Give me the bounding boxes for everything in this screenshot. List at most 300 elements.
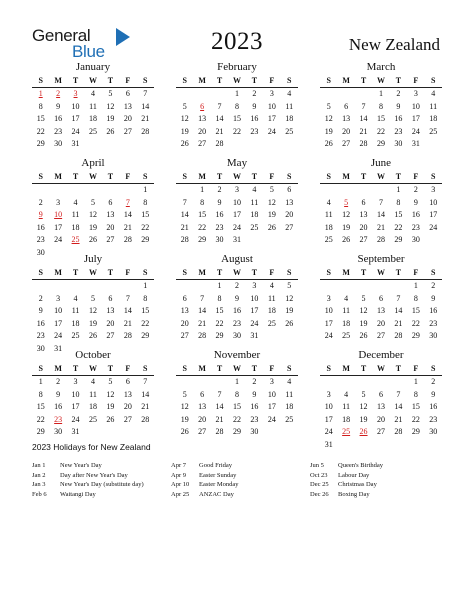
day-cell: 21	[123, 222, 132, 232]
calendar-year: 2023	[211, 28, 263, 55]
week-row	[320, 439, 442, 452]
day-cell: 10	[324, 402, 333, 411]
day-cell: 15	[198, 210, 207, 219]
day-cell: 14	[123, 306, 132, 315]
week-row	[320, 234, 442, 247]
weekday-header	[176, 363, 298, 376]
week-row	[176, 280, 298, 293]
empty-day-cell	[425, 439, 442, 452]
day-cell: 21	[359, 126, 368, 136]
day-cell: 20	[106, 318, 115, 328]
empty-day-cell	[281, 426, 298, 439]
day-cell: 24	[324, 427, 333, 436]
day-cell: 14	[180, 210, 189, 219]
day-cell: 17	[324, 318, 333, 328]
week-row	[176, 88, 298, 101]
day-cell: 18	[285, 402, 294, 411]
day-cell: 13	[376, 402, 385, 411]
empty-day-cell	[193, 280, 210, 293]
day-cell: 14	[141, 101, 150, 111]
day-cell: 7	[182, 197, 187, 207]
month-august	[176, 252, 298, 343]
day-cell: 22	[36, 414, 45, 424]
day-cell: 30	[411, 235, 420, 244]
day-cell: 7	[217, 101, 222, 111]
week-row	[176, 330, 298, 343]
day-cell: 11	[342, 306, 350, 315]
day-cell: 9	[396, 101, 401, 111]
empty-day-cell	[337, 439, 354, 452]
day-cell: 6	[344, 101, 349, 111]
weekday-label: S	[287, 364, 292, 373]
day-cell: 27	[198, 139, 207, 148]
empty-day-cell	[176, 184, 193, 197]
day-cell: 23	[250, 126, 259, 136]
day-cell: 18	[267, 306, 276, 315]
empty-day-cell	[320, 280, 337, 293]
day-cell: 19	[324, 126, 333, 136]
weekday-label: T	[216, 364, 223, 373]
week-row	[320, 113, 442, 126]
week-row	[32, 293, 154, 306]
day-cell: 22	[141, 318, 150, 328]
week-row	[176, 197, 298, 210]
day-cell: 28	[123, 235, 132, 244]
day-cell: 26	[267, 222, 276, 232]
day-cell: 2	[38, 197, 43, 207]
day-cell: 7	[217, 389, 222, 399]
empty-day-cell	[49, 280, 66, 293]
empty-day-cell	[193, 88, 210, 101]
day-cell: 27	[359, 235, 368, 244]
day-cell: 13	[106, 210, 115, 219]
weekday-header	[176, 75, 298, 88]
weekday-label: T	[360, 76, 367, 85]
empty-day-cell	[211, 88, 228, 101]
weekday-label: S	[182, 364, 187, 373]
month-name: July	[83, 253, 103, 265]
weekday-label: W	[88, 268, 97, 277]
day-cell: 28	[215, 139, 224, 148]
day-cell: 20	[123, 114, 132, 123]
empty-day-cell	[355, 376, 372, 389]
day-cell: 29	[411, 427, 420, 436]
empty-day-cell	[263, 138, 280, 151]
week-row	[320, 138, 442, 151]
day-cell: 29	[141, 331, 150, 340]
weekday-label: S	[143, 172, 148, 181]
weekday-label: T	[395, 172, 402, 181]
day-cell: 17	[71, 114, 80, 123]
empty-day-cell	[102, 184, 119, 197]
day-cell: 16	[394, 114, 403, 123]
holiday-row	[171, 480, 239, 490]
holiday-name: Labour Day	[338, 471, 370, 479]
day-cell: 7	[396, 293, 401, 303]
week-row	[32, 209, 154, 222]
month-name: February	[217, 61, 257, 73]
day-cell: 11	[342, 402, 350, 411]
day-cell: 10	[232, 197, 241, 207]
day-cell: 9	[234, 293, 239, 303]
day-cell: 9	[56, 101, 61, 111]
empty-day-cell	[281, 138, 298, 151]
day-cell: 25	[71, 331, 80, 340]
day-cell: 21	[198, 318, 207, 328]
weekday-label: S	[38, 172, 43, 181]
day-cell: 11	[71, 306, 80, 315]
day-cell: 8	[200, 197, 205, 207]
day-cell: 25	[88, 414, 97, 424]
day-cell: 22	[411, 318, 420, 328]
week-row	[320, 330, 442, 343]
day-cell: 30	[36, 343, 45, 353]
empty-day-cell	[228, 138, 245, 151]
day-cell: 16	[250, 114, 259, 123]
day-cell: 29	[411, 331, 420, 340]
day-cell: 1	[38, 377, 43, 386]
day-cell: 5	[326, 101, 331, 111]
day-cell: 18	[88, 402, 97, 411]
holidays-column	[310, 461, 383, 499]
weekday-header	[32, 363, 154, 376]
day-cell: 19	[106, 402, 115, 411]
day-cell: 19	[106, 114, 115, 123]
day-cell: 31	[324, 439, 333, 449]
weekday-label: M	[198, 268, 206, 277]
day-cell: 10	[54, 306, 63, 315]
weekday-label: F	[125, 268, 131, 277]
day-cell: 7	[361, 101, 366, 111]
day-cell: 2	[252, 377, 257, 386]
month-may	[176, 156, 298, 247]
empty-day-cell	[337, 88, 354, 101]
empty-day-cell	[372, 280, 389, 293]
day-cell: 8	[234, 389, 239, 399]
day-cell: 16	[250, 402, 259, 411]
weekday-label: T	[72, 364, 79, 373]
empty-day-cell	[32, 184, 49, 197]
day-cell: 9	[38, 306, 43, 315]
week-row	[32, 305, 154, 318]
weekday-label: S	[431, 364, 436, 373]
weekday-label: T	[216, 268, 223, 277]
weekday-label: T	[251, 76, 258, 85]
day-cell: 27	[285, 222, 294, 232]
week-row	[176, 376, 298, 389]
holiday-day-cell: 9	[38, 210, 43, 219]
week-row	[320, 197, 442, 210]
empty-day-cell	[320, 184, 337, 197]
week-row	[320, 222, 442, 235]
empty-day-cell	[355, 439, 372, 452]
day-cell: 19	[180, 414, 189, 424]
day-cell: 21	[394, 318, 403, 328]
holiday-day-cell: 5	[344, 197, 349, 207]
holiday-name: Easter Sunday	[199, 471, 237, 479]
day-cell: 10	[267, 389, 276, 399]
empty-day-cell	[176, 88, 193, 101]
day-cell: 8	[143, 293, 148, 303]
empty-day-cell	[193, 376, 210, 389]
empty-day-cell	[372, 439, 389, 452]
day-cell: 4	[73, 197, 78, 207]
holiday-date: Dec 25	[310, 481, 329, 489]
day-cell: 1	[217, 281, 222, 290]
calendar-country: New Zealand	[348, 35, 440, 54]
empty-day-cell	[320, 88, 337, 101]
month-name: March	[366, 61, 396, 73]
weekday-label: F	[413, 172, 419, 181]
day-cell: 10	[324, 306, 333, 315]
weekday-label: T	[107, 268, 114, 277]
empty-day-cell	[281, 330, 298, 343]
empty-day-cell	[84, 138, 101, 151]
day-cell: 15	[376, 114, 385, 123]
day-cell: 4	[90, 89, 95, 98]
empty-day-cell	[84, 280, 101, 293]
weekday-label: S	[182, 172, 187, 181]
day-cell: 2	[217, 185, 222, 194]
day-cell: 2	[431, 281, 436, 290]
holidays-column	[171, 461, 239, 499]
day-cell: 11	[89, 389, 97, 399]
day-cell: 8	[378, 101, 383, 111]
day-cell: 20	[180, 318, 189, 328]
day-cell: 26	[342, 235, 351, 244]
weekday-label: T	[395, 268, 402, 277]
day-cell: 23	[36, 235, 45, 244]
day-cell: 12	[342, 210, 351, 219]
day-cell: 28	[394, 427, 403, 436]
holiday-date: Jan 2	[32, 471, 46, 479]
day-cell: 20	[198, 414, 207, 424]
day-cell: 9	[431, 293, 436, 303]
day-cell: 20	[359, 222, 368, 232]
holiday-row	[32, 480, 144, 490]
day-cell: 28	[198, 331, 207, 340]
week-row	[176, 234, 298, 247]
day-cell: 7	[125, 293, 130, 303]
day-cell: 26	[88, 235, 97, 244]
day-cell: 22	[215, 318, 224, 328]
weekday-label: T	[360, 268, 367, 277]
month-name: October	[75, 349, 111, 361]
week-row	[176, 101, 298, 114]
week-row	[176, 293, 298, 306]
day-cell: 11	[285, 389, 294, 399]
weekday-label: T	[216, 76, 223, 85]
day-cell: 2	[234, 281, 239, 290]
weekday-label: S	[143, 364, 148, 373]
day-cell: 22	[36, 126, 45, 136]
month-october	[32, 348, 154, 439]
day-cell: 31	[250, 331, 259, 340]
day-cell: 26	[106, 414, 115, 424]
day-cell: 6	[125, 377, 130, 386]
holiday-name: Good Friday	[199, 462, 233, 469]
day-cell: 1	[396, 185, 401, 194]
day-cell: 29	[376, 139, 385, 148]
weekday-label: M	[342, 364, 350, 373]
day-cell: 19	[88, 318, 97, 328]
day-cell: 14	[215, 402, 224, 411]
day-cell: 13	[198, 402, 207, 411]
day-cell: 5	[182, 101, 187, 111]
holiday-date: Apr 10	[171, 481, 190, 489]
weekday-label: T	[360, 364, 367, 373]
day-cell: 20	[106, 222, 115, 232]
day-cell: 4	[431, 89, 436, 98]
day-cell: 24	[429, 222, 438, 232]
day-cell: 11	[324, 210, 333, 219]
day-cell: 17	[267, 114, 276, 123]
day-cell: 7	[143, 89, 148, 98]
holiday-name: Easter Monday	[199, 481, 239, 489]
day-cell: 27	[106, 235, 115, 244]
week-row	[176, 389, 298, 402]
day-cell: 1	[413, 377, 418, 386]
empty-day-cell	[320, 376, 337, 389]
day-cell: 3	[73, 377, 78, 386]
day-cell: 22	[376, 126, 385, 136]
empty-day-cell	[390, 439, 407, 452]
day-cell: 24	[411, 126, 420, 136]
weekday-header	[320, 267, 442, 280]
empty-day-cell	[49, 184, 66, 197]
empty-day-cell	[102, 138, 119, 151]
day-cell: 18	[429, 114, 438, 123]
empty-day-cell	[390, 376, 407, 389]
day-cell: 13	[180, 306, 189, 315]
weekday-label: T	[395, 364, 402, 373]
day-cell: 17	[232, 210, 241, 219]
day-cell: 4	[344, 389, 349, 399]
empty-day-cell	[263, 234, 280, 247]
day-cell: 19	[180, 126, 189, 136]
day-cell: 26	[285, 318, 294, 328]
weekday-label: S	[182, 76, 187, 85]
holiday-day-cell: 25	[342, 427, 351, 436]
day-cell: 1	[378, 89, 383, 98]
day-cell: 20	[376, 414, 385, 424]
weekday-label: M	[342, 268, 350, 277]
day-cell: 16	[36, 222, 45, 232]
weekday-label: S	[326, 172, 331, 181]
empty-day-cell	[263, 426, 280, 439]
empty-day-cell	[119, 184, 136, 197]
day-cell: 13	[123, 389, 132, 399]
day-cell: 8	[38, 389, 43, 399]
day-cell: 22	[141, 222, 150, 232]
day-cell: 17	[54, 222, 63, 232]
day-cell: 13	[359, 210, 368, 219]
holiday-row	[171, 490, 239, 500]
month-february	[176, 60, 298, 151]
day-cell: 7	[143, 377, 148, 386]
weekday-label: M	[54, 268, 62, 277]
day-cell: 3	[56, 197, 61, 207]
day-cell: 25	[342, 331, 351, 340]
weekday-label: T	[395, 76, 402, 85]
day-cell: 12	[88, 210, 97, 219]
empty-day-cell	[425, 138, 442, 151]
week-row	[320, 376, 442, 389]
day-cell: 8	[413, 293, 418, 303]
week-row	[32, 318, 154, 331]
day-cell: 3	[326, 389, 331, 399]
weekday-label: S	[287, 76, 292, 85]
day-cell: 12	[106, 101, 115, 111]
day-cell: 28	[394, 331, 403, 340]
day-cell: 11	[267, 293, 276, 303]
holiday-day-cell: 7	[125, 197, 130, 207]
day-cell: 28	[359, 139, 368, 148]
day-cell: 30	[36, 247, 45, 257]
month-april	[32, 156, 154, 259]
day-cell: 9	[413, 197, 418, 207]
day-cell: 19	[285, 306, 294, 315]
weekday-label: M	[342, 76, 350, 85]
week-row	[176, 126, 298, 139]
week-row	[176, 209, 298, 222]
holiday-row	[32, 490, 144, 500]
week-row	[320, 426, 442, 439]
day-cell: 10	[71, 101, 80, 111]
weekday-label: W	[88, 172, 97, 181]
brand-word-blue: Blue	[72, 42, 105, 61]
day-cell: 4	[287, 377, 292, 386]
day-cell: 6	[287, 185, 292, 194]
weekday-label: F	[125, 172, 131, 181]
empty-day-cell	[84, 426, 101, 439]
empty-day-cell	[372, 376, 389, 389]
weekday-label: S	[38, 268, 43, 277]
weekday-label: T	[251, 268, 258, 277]
day-cell: 9	[431, 389, 436, 399]
week-row	[32, 88, 154, 101]
weekday-header	[176, 171, 298, 184]
weekday-label: W	[376, 76, 385, 85]
weekday-label: F	[413, 76, 419, 85]
weekday-label: T	[72, 172, 79, 181]
day-cell: 4	[344, 293, 349, 303]
day-cell: 27	[376, 427, 385, 436]
day-cell: 16	[429, 306, 438, 315]
day-cell: 8	[234, 101, 239, 111]
day-cell: 14	[198, 306, 207, 315]
day-cell: 31	[71, 427, 80, 436]
day-cell: 4	[269, 281, 274, 290]
week-row	[320, 293, 442, 306]
week-row	[320, 126, 442, 139]
day-cell: 18	[250, 210, 259, 219]
week-row	[320, 280, 442, 293]
empty-day-cell	[355, 280, 372, 293]
weekday-label: F	[269, 268, 275, 277]
weekday-label: S	[431, 172, 436, 181]
day-cell: 3	[252, 281, 257, 290]
weekday-label: F	[269, 364, 275, 373]
day-cell: 12	[88, 306, 97, 315]
weekday-label: T	[107, 172, 114, 181]
day-cell: 5	[361, 389, 366, 399]
holiday-row	[310, 471, 383, 481]
weekday-label: S	[182, 268, 187, 277]
holiday-date: Oct 23	[310, 471, 328, 479]
month-january	[32, 60, 154, 151]
day-cell: 9	[252, 101, 257, 111]
